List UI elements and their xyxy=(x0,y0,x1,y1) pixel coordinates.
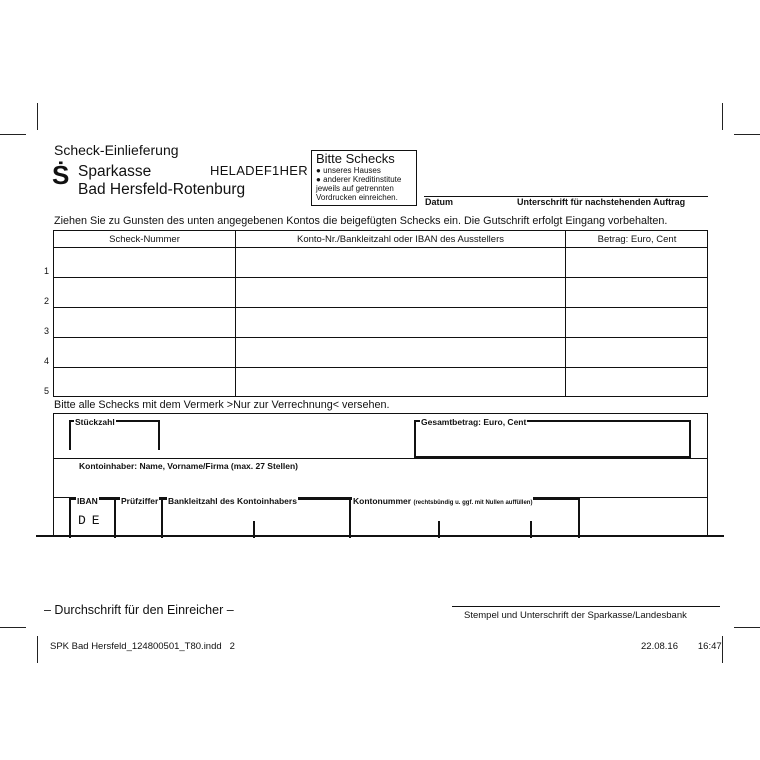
column-header: Konto-Nr./Bankleitzahl oder IBAN des Ausstellers xyxy=(297,234,504,245)
check-digit-field[interactable] xyxy=(117,502,160,536)
crop-mark xyxy=(0,627,26,628)
count-field-label: Stückzahl xyxy=(75,417,115,427)
notice-box xyxy=(311,150,417,206)
crop-mark xyxy=(37,103,38,130)
holder-field[interactable] xyxy=(74,472,694,496)
notice-item: ● unseres Hauses xyxy=(316,166,381,175)
account-number-field[interactable] xyxy=(352,502,577,536)
row-number: 4 xyxy=(44,356,50,366)
bank-code-label: Bankleitzahl des Kontoinhabers xyxy=(168,496,297,506)
row-number: 3 xyxy=(44,326,50,336)
cheque-table xyxy=(53,230,708,397)
notice-text: jeweils auf getrennten xyxy=(316,184,394,193)
stamp-line[interactable] xyxy=(452,606,720,607)
print-datetime: 22.08.16 16:47 xyxy=(641,641,722,652)
bank-code-field[interactable] xyxy=(164,502,348,536)
advice-text: Bitte alle Schecks mit dem Vermerk >Nur zur Verrechnung< versehen. xyxy=(54,399,390,411)
bank-name-line1: Sparkasse xyxy=(78,163,152,180)
notice-text: Vordrucken einreichen. xyxy=(316,193,398,202)
sparkasse-logo-icon: Ṡ xyxy=(52,160,70,190)
holder-field-label: Kontoinhaber: Name, Vorname/Firma (max. 27 Stellen) xyxy=(79,461,299,471)
intro-text: Ziehen Sie zu Gunsten des unten angegebenen Kontos die beigefügten Schecks ein. Die Gutschrift erfolgt Eingang vorbehalten. xyxy=(54,215,668,227)
count-field[interactable] xyxy=(72,423,157,450)
column-header: Betrag: Euro, Cent xyxy=(597,234,677,245)
copy-note: – Durchschrift für den Einreicher – xyxy=(44,603,234,617)
crop-mark xyxy=(0,134,26,135)
check-digit-label: Prüfziffer xyxy=(121,496,159,506)
row-number: 1 xyxy=(44,266,50,276)
crop-mark xyxy=(722,636,723,663)
notice-item: ● anderer Kreditinstitute xyxy=(316,175,402,184)
date-label: Datum xyxy=(425,197,454,207)
total-amount-field[interactable] xyxy=(417,423,688,455)
crop-mark xyxy=(734,134,760,135)
total-field-label: Gesamtbetrag: Euro, Cent xyxy=(421,417,527,427)
account-number-label: Kontonummer (rechtsbündig u. ggf. mit Nullen auffüllen) xyxy=(353,496,533,506)
bank-name-line2: Bad Hersfeld-Rotenburg xyxy=(78,181,246,198)
crop-mark xyxy=(734,627,760,628)
print-file-name: SPK Bad Hersfeld_124800501_T80.indd 2 xyxy=(50,641,235,652)
row-number: 2 xyxy=(44,296,50,306)
stamp-label: Stempel und Unterschrift der Sparkasse/Landesbank xyxy=(464,610,687,621)
signature-label: Unterschrift für nachstehenden Auftrag xyxy=(517,197,686,207)
crop-mark xyxy=(722,103,723,130)
iban-label: IBAN xyxy=(77,496,98,506)
account-form xyxy=(53,413,708,537)
column-header: Scheck-Nummer xyxy=(109,234,180,245)
form-title: Scheck-Einlieferung xyxy=(54,142,179,158)
form-baseline xyxy=(36,535,724,537)
row-number: 5 xyxy=(44,386,50,396)
iban-country-code: DE xyxy=(78,513,106,528)
notice-title: Bitte Schecks xyxy=(316,151,395,166)
bic-code: HELADEF1HER xyxy=(210,163,308,178)
crop-mark xyxy=(37,636,38,663)
